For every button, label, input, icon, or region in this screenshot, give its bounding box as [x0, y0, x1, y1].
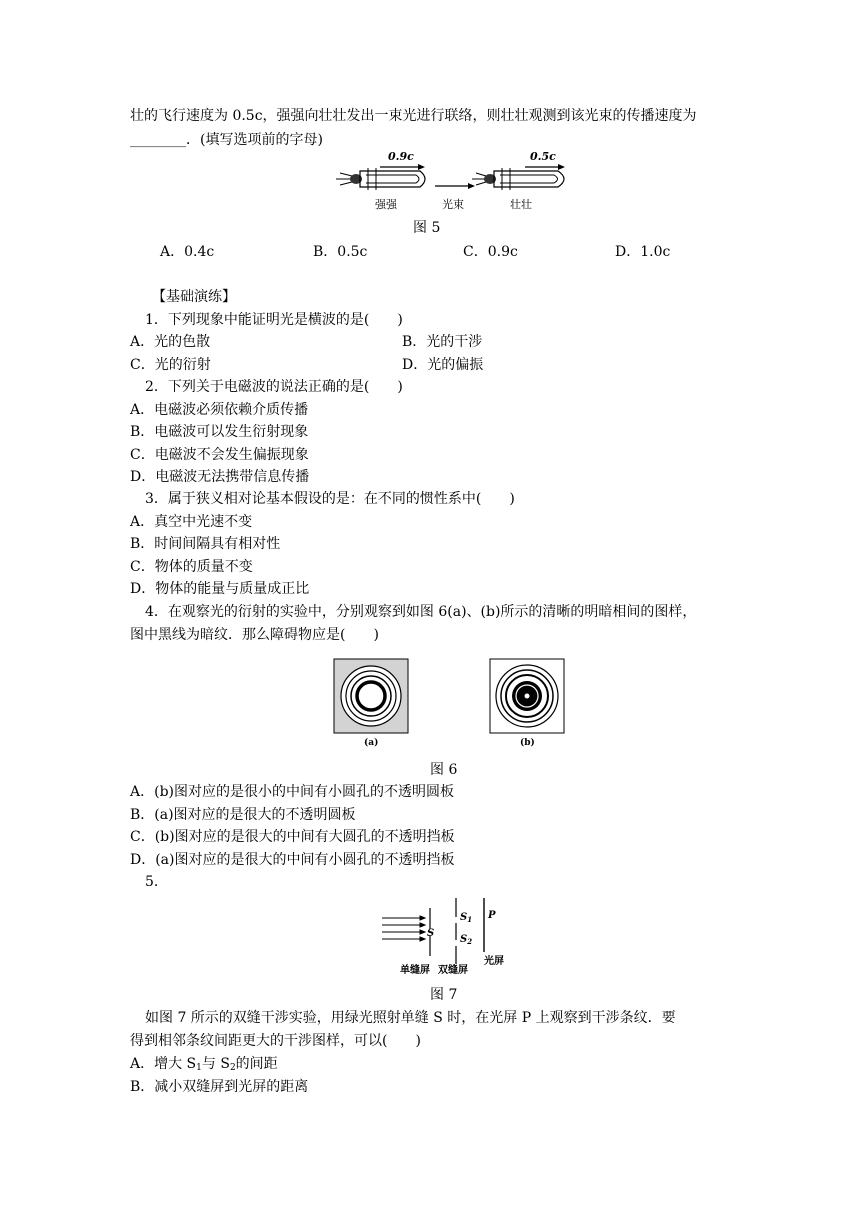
figure-6-caption: 图 6	[430, 762, 458, 778]
q5-option-a-part2: 与 S	[201, 1056, 230, 1072]
q4-option-b: B．(a)图对应的是很大的不透明圆板	[130, 807, 356, 823]
figure-7-caption: 图 7	[430, 987, 458, 1003]
q0-option-a: A．0.4c	[160, 244, 215, 260]
figure-5-caption: 图 5	[413, 220, 441, 236]
q5-option-b: B．减小双缝屏到光屏的距离	[130, 1079, 309, 1095]
q5-option-a	[130, 1055, 278, 1077]
intro-line-1: 壮的飞行速度为 0.5c，强强向壮壮发出一束光进行联络，则壮壮观测到该光束的传播速度为	[130, 108, 697, 124]
q1-option-d: D．光的偏振	[402, 357, 484, 373]
q4-option-a: A．(b)图对应的是很小的中间有小圆孔的不透明圆板	[130, 784, 454, 800]
q4-option-c: C．(b)图对应的是很大的中间有大圆孔的不透明挡板	[130, 829, 455, 845]
section-title: 【基础演练】	[152, 289, 236, 305]
q5-stem-2: 得到相邻条纹间距更大的干涉图样，可以( )	[130, 1033, 421, 1049]
q5-number: 5.	[145, 874, 159, 890]
rocket-right-icon	[472, 168, 564, 190]
q3-option-d: D．物体的能量与质量成正比	[130, 581, 310, 597]
q4-stem-2: 图中黑线为暗纹．那么障碍物应是( )	[130, 627, 379, 643]
fig7-label-screen: 光屏	[484, 956, 504, 967]
fig7-label-s: S	[427, 928, 435, 939]
q3-option-a: A．真空中光速不变	[130, 514, 253, 530]
q1-option-a: A．光的色散	[130, 334, 211, 350]
q5-stem-1: 如图 7 所示的双缝干涉实验，用绿光照射单缝 S 时，在光屏 P 上观察到干涉条纹．要	[145, 1010, 676, 1026]
q3-option-c: C．物体的质量不变	[130, 559, 253, 575]
q4-option-d: D．(a)图对应的是很大的中间有小圆孔的不透明挡板	[130, 852, 455, 868]
fig5-label-mid: 光束	[442, 198, 464, 211]
q1-stem: 1．下列现象中能证明光是横波的是( )	[145, 312, 403, 328]
q2-option-c: C．电磁波不会发生偏振现象	[130, 447, 309, 463]
fig5-label-left: 强强	[375, 198, 397, 211]
q0-option-c: C．0.9c	[463, 244, 518, 260]
figure-5-rockets	[330, 146, 580, 216]
q5-option-a-part1: A．增大 S	[130, 1056, 197, 1072]
svg-text:S1: $S_1$	[460, 912, 473, 924]
fig5-label-right: 壮壮	[510, 198, 532, 211]
fig7-label-double: 双缝屏	[438, 965, 468, 976]
fig5-right-speed: 0.5c	[530, 150, 556, 163]
q2-option-b: B．电磁波可以发生衍射现象	[130, 424, 309, 440]
q3-stem: 3．属于狭义相对论基本假设的是：在不同的惯性系中( )	[145, 491, 515, 507]
fig6-label-a: (a)	[364, 738, 379, 748]
q4-stem-1: 4．在观察光的衍射的实验中，分别观察到如图 6(a)、(b)所示的清晰的明暗相间的图样，	[145, 604, 697, 620]
q2-option-d: D．电磁波无法携带信息传播	[130, 469, 310, 485]
q1-option-c: C．光的衍射	[130, 357, 211, 373]
svg-text:S2: $S_2$	[460, 934, 473, 946]
q2-option-a: A．电磁波必须依赖介质传播	[130, 402, 309, 418]
fig6-label-b: (b)	[520, 738, 535, 748]
fig7-label-p: P	[488, 910, 496, 921]
fig7-label-single: 单缝屏	[400, 965, 430, 976]
q0-option-b: B．0.5c	[313, 244, 368, 260]
q5-option-a-sub1: 1	[196, 1063, 202, 1073]
intro-line-2: ________．(填写选项前的字母)	[130, 132, 323, 148]
q5-option-a-part3: 的间距	[235, 1056, 278, 1072]
q5-option-a-sub2: 2	[229, 1063, 236, 1073]
incident-light-arrows	[382, 916, 425, 941]
rocket-left-icon	[336, 168, 425, 190]
fig5-left-speed: 0.9c	[388, 150, 414, 163]
q3-option-b: B．时间间隔具有相对性	[130, 536, 281, 552]
figure-7-double-slit	[380, 896, 530, 978]
q2-stem: 2．下列关于电磁波的说法正确的是( )	[145, 379, 403, 395]
q0-option-d: D．1.0c	[615, 244, 671, 260]
q1-option-b: B．光的干涉	[402, 334, 483, 350]
figure-6-diffraction	[330, 655, 580, 750]
